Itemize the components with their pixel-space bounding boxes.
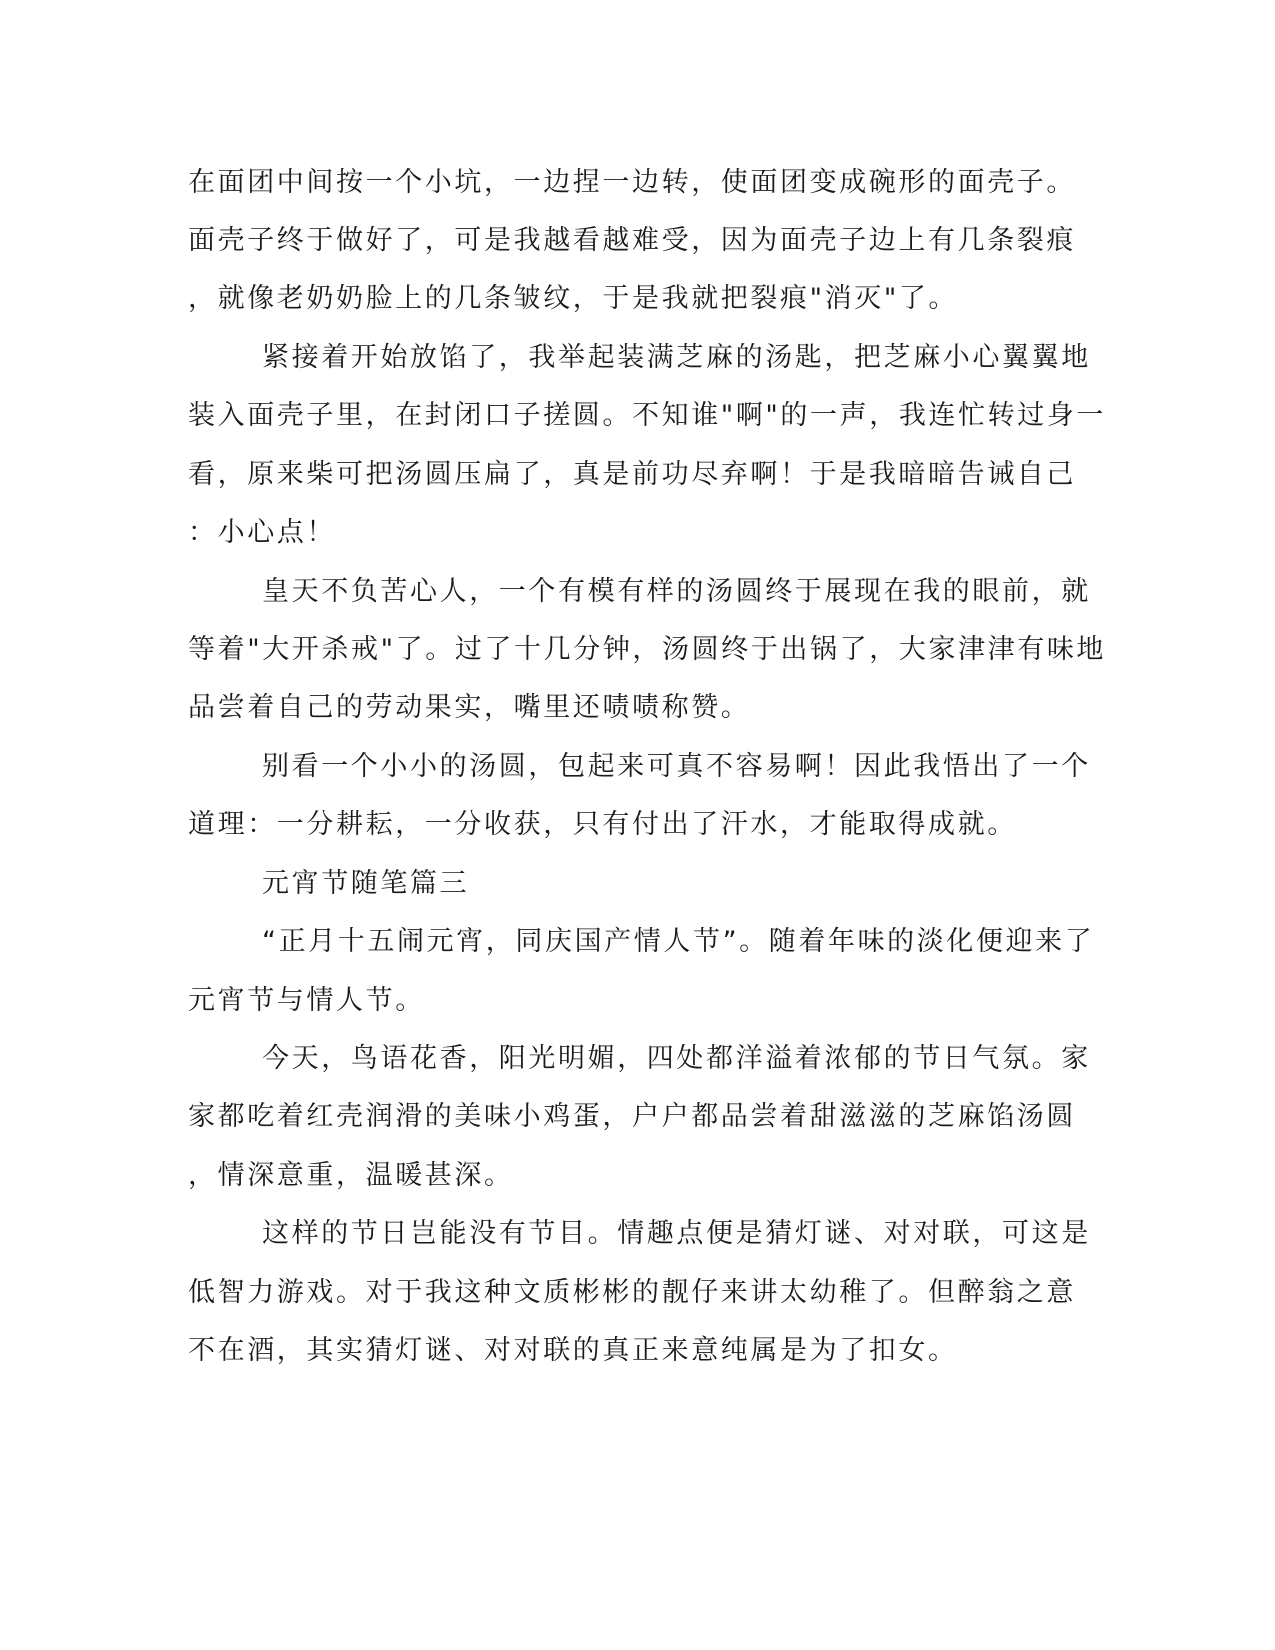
paragraph-first-line: 今天，鸟语花香，阳光明媚，四处都洋溢着浓郁的节日气氛。家 — [262, 1043, 1091, 1074]
text-line: 道理：一分耕耘，一分收获，只有付出了汗水，才能取得成就。 — [188, 809, 1017, 840]
text-line: ，就像老奶奶脸上的几条皱纹，于是我就把裂痕"消灭"了。 — [188, 283, 959, 314]
text-line: 低智力游戏。对于我这种文质彬彬的靓仔来讲太幼稚了。但醉翁之意 — [188, 1277, 1076, 1308]
paragraph-first-line: 这样的节日岂能没有节目。情趣点便是猜灯谜、对对联，可这是 — [262, 1218, 1091, 1249]
text-line: 家都吃着红壳润滑的美味小鸡蛋，户户都品尝着甜滋滋的芝麻馅汤圆 — [188, 1101, 1076, 1132]
text-line: 看，原来柴可把汤圆压扁了，真是前功尽弃啊！于是我暗暗告诫自己 — [188, 459, 1076, 490]
text-line: 面壳子终于做好了，可是我越看越难受，因为面壳子边上有几条裂痕 — [188, 225, 1076, 256]
section-heading: 元宵节随笔篇三 — [262, 868, 470, 899]
text-line: ：小心点！ — [188, 517, 336, 548]
text-line: 品尝着自己的劳动果实，嘴里还啧啧称赞。 — [188, 692, 751, 723]
paragraph-first-line: 皇天不负苦心人，一个有模有样的汤圆终于展现在我的眼前，就 — [262, 576, 1091, 607]
text-line: 装入面壳子里，在封闭口子搓圆。不知谁"啊"的一声，我连忙转过身一 — [188, 400, 1107, 431]
text-line: 等着"大开杀戒"了。过了十几分钟，汤圆终于出锅了，大家津津有味地 — [188, 634, 1107, 665]
text-line: ，情深意重，温暖甚深。 — [188, 1160, 514, 1191]
text-line: 元宵节与情人节。 — [188, 985, 425, 1016]
paragraph-first-line: 别看一个小小的汤圆，包起来可真不容易啊！因此我悟出了一个 — [262, 751, 1091, 782]
text-line: 在面团中间按一个小坑，一边捏一边转，使面团变成碗形的面壳子。 — [188, 167, 1076, 198]
paragraph-first-line: 紧接着开始放馅了，我举起装满芝麻的汤匙，把芝麻小心翼翼地 — [262, 342, 1091, 373]
paragraph-first-line: “正月十五闹元宵，同庆国产情人节”。随着年味的淡化便迎来了 — [262, 926, 1095, 957]
text-line: 不在酒，其实猜灯谜、对对联的真正来意纯属是为了扣女。 — [188, 1335, 958, 1366]
